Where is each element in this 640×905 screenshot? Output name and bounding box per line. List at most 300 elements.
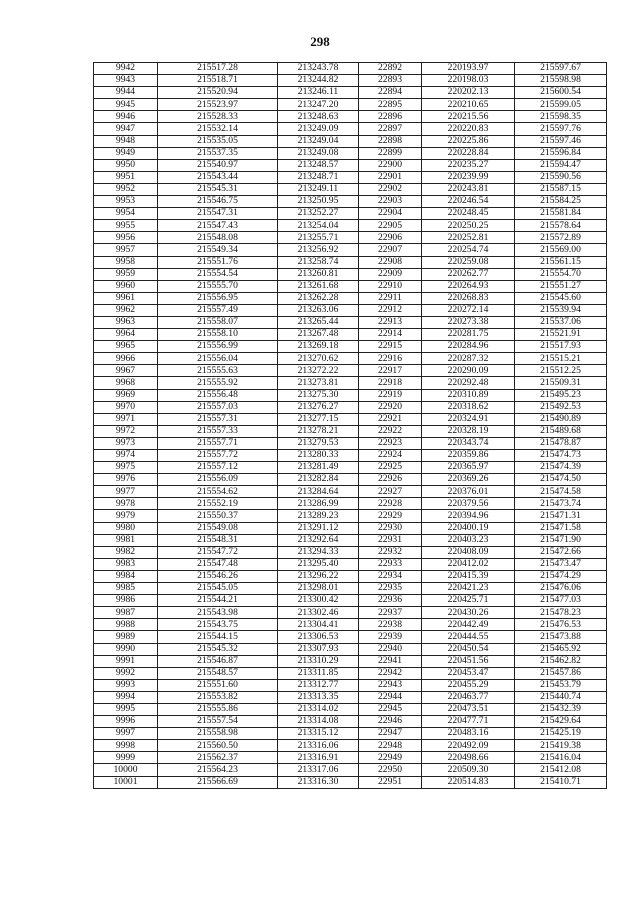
x-coordinate-right: 220444.55 bbox=[422, 631, 515, 643]
table-row bbox=[94, 123, 607, 135]
y-coordinate-right: 215521.91 bbox=[515, 329, 607, 341]
x-coordinate-left: 215556.99 bbox=[158, 341, 278, 353]
x-coordinate-right: 220328.19 bbox=[422, 425, 515, 437]
x-coordinate-left: 215553.82 bbox=[158, 691, 278, 703]
y-coordinate-left: 213315.12 bbox=[278, 728, 359, 740]
x-coordinate-right: 220492.09 bbox=[422, 740, 515, 752]
y-coordinate-left: 213302.46 bbox=[278, 607, 359, 619]
point-id-left: 9949 bbox=[94, 147, 158, 159]
point-id-right: 22928 bbox=[359, 498, 422, 510]
y-coordinate-right: 215478.23 bbox=[515, 607, 607, 619]
x-coordinate-left: 215555.92 bbox=[158, 377, 278, 389]
x-coordinate-left: 215551.76 bbox=[158, 256, 278, 268]
y-coordinate-right: 215597.67 bbox=[515, 63, 607, 75]
point-id-right: 22905 bbox=[359, 220, 422, 232]
point-id-left: 9942 bbox=[94, 63, 158, 75]
y-coordinate-left: 213261.68 bbox=[278, 280, 359, 292]
y-coordinate-left: 213304.41 bbox=[278, 619, 359, 631]
y-coordinate-right: 215600.54 bbox=[515, 87, 607, 99]
point-id-right: 22896 bbox=[359, 111, 422, 123]
x-coordinate-right: 220498.66 bbox=[422, 752, 515, 764]
x-coordinate-left: 215546.87 bbox=[158, 655, 278, 667]
point-id-left: 9992 bbox=[94, 667, 158, 679]
x-coordinate-right: 220252.81 bbox=[422, 232, 515, 244]
table-row bbox=[94, 99, 607, 111]
x-coordinate-right: 220268.83 bbox=[422, 292, 515, 304]
x-coordinate-left: 215518.71 bbox=[158, 75, 278, 87]
point-id-right: 22944 bbox=[359, 691, 422, 703]
point-id-right: 22938 bbox=[359, 619, 422, 631]
y-coordinate-right: 215425.19 bbox=[515, 728, 607, 740]
x-coordinate-right: 220421.23 bbox=[422, 583, 515, 595]
x-coordinate-left: 215557.33 bbox=[158, 425, 278, 437]
y-coordinate-left: 213276.27 bbox=[278, 401, 359, 413]
x-coordinate-left: 215545.31 bbox=[158, 183, 278, 195]
table-row bbox=[94, 389, 607, 401]
table-row bbox=[94, 135, 607, 147]
point-id-left: 9989 bbox=[94, 631, 158, 643]
point-id-left: 9959 bbox=[94, 268, 158, 280]
y-coordinate-right: 215457.86 bbox=[515, 667, 607, 679]
table-row bbox=[94, 631, 607, 643]
x-coordinate-left: 215544.21 bbox=[158, 595, 278, 607]
table-row bbox=[94, 619, 607, 631]
point-id-right: 22936 bbox=[359, 595, 422, 607]
table-row bbox=[94, 776, 607, 788]
x-coordinate-left: 215556.09 bbox=[158, 474, 278, 486]
table-row bbox=[94, 63, 607, 75]
point-id-right: 22918 bbox=[359, 377, 422, 389]
y-coordinate-right: 215495.23 bbox=[515, 389, 607, 401]
y-coordinate-right: 215477.03 bbox=[515, 595, 607, 607]
x-coordinate-right: 220290.09 bbox=[422, 365, 515, 377]
y-coordinate-left: 213246.11 bbox=[278, 87, 359, 99]
y-coordinate-left: 213312.77 bbox=[278, 679, 359, 691]
x-coordinate-right: 220318.62 bbox=[422, 401, 515, 413]
y-coordinate-right: 215474.29 bbox=[515, 570, 607, 582]
table-row bbox=[94, 268, 607, 280]
y-coordinate-right: 215590.56 bbox=[515, 171, 607, 183]
x-coordinate-left: 215557.31 bbox=[158, 413, 278, 425]
point-id-left: 9988 bbox=[94, 619, 158, 631]
y-coordinate-right: 215597.46 bbox=[515, 135, 607, 147]
x-coordinate-right: 220415.39 bbox=[422, 570, 515, 582]
table-row bbox=[94, 450, 607, 462]
point-id-right: 22951 bbox=[359, 776, 422, 788]
x-coordinate-left: 215537.35 bbox=[158, 147, 278, 159]
y-coordinate-left: 213252.27 bbox=[278, 208, 359, 220]
point-id-left: 9998 bbox=[94, 740, 158, 752]
point-id-left: 9976 bbox=[94, 474, 158, 486]
y-coordinate-left: 213284.64 bbox=[278, 486, 359, 498]
table-row bbox=[94, 377, 607, 389]
x-coordinate-right: 220250.25 bbox=[422, 220, 515, 232]
point-id-right: 22915 bbox=[359, 341, 422, 353]
table-row bbox=[94, 196, 607, 208]
point-id-right: 22912 bbox=[359, 304, 422, 316]
x-coordinate-right: 220483.16 bbox=[422, 728, 515, 740]
table-row bbox=[94, 437, 607, 449]
x-coordinate-right: 220376.01 bbox=[422, 486, 515, 498]
y-coordinate-right: 215473.74 bbox=[515, 498, 607, 510]
x-coordinate-left: 215555.70 bbox=[158, 280, 278, 292]
x-coordinate-right: 220228.84 bbox=[422, 147, 515, 159]
table-row bbox=[94, 534, 607, 546]
point-id-right: 22925 bbox=[359, 462, 422, 474]
y-coordinate-right: 215472.66 bbox=[515, 546, 607, 558]
x-coordinate-right: 220235.27 bbox=[422, 159, 515, 171]
point-id-left: 9962 bbox=[94, 304, 158, 316]
y-coordinate-right: 215473.47 bbox=[515, 558, 607, 570]
x-coordinate-left: 215543.75 bbox=[158, 619, 278, 631]
table-row bbox=[94, 256, 607, 268]
table-row bbox=[94, 691, 607, 703]
x-coordinate-right: 220259.08 bbox=[422, 256, 515, 268]
point-id-left: 9979 bbox=[94, 510, 158, 522]
x-coordinate-right: 220379.56 bbox=[422, 498, 515, 510]
x-coordinate-right: 220473.51 bbox=[422, 703, 515, 715]
y-coordinate-left: 213248.71 bbox=[278, 171, 359, 183]
table-row bbox=[94, 87, 607, 99]
y-coordinate-left: 213275.30 bbox=[278, 389, 359, 401]
x-coordinate-left: 215520.94 bbox=[158, 87, 278, 99]
x-coordinate-right: 220202.13 bbox=[422, 87, 515, 99]
y-coordinate-left: 213295.40 bbox=[278, 558, 359, 570]
x-coordinate-right: 220254.74 bbox=[422, 244, 515, 256]
y-coordinate-right: 215596.84 bbox=[515, 147, 607, 159]
point-id-right: 22898 bbox=[359, 135, 422, 147]
x-coordinate-right: 220509.30 bbox=[422, 764, 515, 776]
point-id-left: 9957 bbox=[94, 244, 158, 256]
x-coordinate-left: 215546.26 bbox=[158, 570, 278, 582]
point-id-right: 22906 bbox=[359, 232, 422, 244]
x-coordinate-left: 215557.03 bbox=[158, 401, 278, 413]
point-id-right: 22902 bbox=[359, 183, 422, 195]
y-coordinate-right: 215545.60 bbox=[515, 292, 607, 304]
y-coordinate-left: 213277.15 bbox=[278, 413, 359, 425]
x-coordinate-left: 215543.44 bbox=[158, 171, 278, 183]
x-coordinate-left: 215535.05 bbox=[158, 135, 278, 147]
point-id-right: 22895 bbox=[359, 99, 422, 111]
x-coordinate-left: 215558.10 bbox=[158, 329, 278, 341]
point-id-right: 22903 bbox=[359, 196, 422, 208]
x-coordinate-right: 220324.91 bbox=[422, 413, 515, 425]
x-coordinate-right: 220281.75 bbox=[422, 329, 515, 341]
point-id-left: 9996 bbox=[94, 716, 158, 728]
point-id-left: 9951 bbox=[94, 171, 158, 183]
x-coordinate-left: 215523.97 bbox=[158, 99, 278, 111]
point-id-right: 22934 bbox=[359, 570, 422, 582]
x-coordinate-left: 215547.43 bbox=[158, 220, 278, 232]
y-coordinate-left: 213316.91 bbox=[278, 752, 359, 764]
point-id-right: 22907 bbox=[359, 244, 422, 256]
y-coordinate-right: 215465.92 bbox=[515, 643, 607, 655]
point-id-right: 22917 bbox=[359, 365, 422, 377]
point-id-left: 9954 bbox=[94, 208, 158, 220]
y-coordinate-right: 215471.58 bbox=[515, 522, 607, 534]
table-row bbox=[94, 147, 607, 159]
x-coordinate-left: 215547.31 bbox=[158, 208, 278, 220]
y-coordinate-left: 213260.81 bbox=[278, 268, 359, 280]
point-id-right: 22916 bbox=[359, 353, 422, 365]
x-coordinate-right: 220210.65 bbox=[422, 99, 515, 111]
table-row bbox=[94, 764, 607, 776]
point-id-right: 22914 bbox=[359, 329, 422, 341]
y-coordinate-right: 215539.94 bbox=[515, 304, 607, 316]
coordinates-table bbox=[93, 62, 607, 789]
table-row bbox=[94, 280, 607, 292]
y-coordinate-right: 215598.98 bbox=[515, 75, 607, 87]
table-row bbox=[94, 607, 607, 619]
point-id-left: 9969 bbox=[94, 389, 158, 401]
point-id-left: 9977 bbox=[94, 486, 158, 498]
point-id-right: 22942 bbox=[359, 667, 422, 679]
point-id-right: 22900 bbox=[359, 159, 422, 171]
x-coordinate-left: 215557.12 bbox=[158, 462, 278, 474]
x-coordinate-left: 215557.71 bbox=[158, 437, 278, 449]
table-row bbox=[94, 703, 607, 715]
point-id-left: 9985 bbox=[94, 583, 158, 595]
x-coordinate-left: 215551.60 bbox=[158, 679, 278, 691]
point-id-left: 10000 bbox=[94, 764, 158, 776]
y-coordinate-left: 213267.48 bbox=[278, 329, 359, 341]
y-coordinate-right: 215471.31 bbox=[515, 510, 607, 522]
table-row bbox=[94, 679, 607, 691]
point-id-right: 22892 bbox=[359, 63, 422, 75]
y-coordinate-left: 213249.11 bbox=[278, 183, 359, 195]
point-id-left: 9986 bbox=[94, 595, 158, 607]
table-row bbox=[94, 462, 607, 474]
x-coordinate-right: 220262.77 bbox=[422, 268, 515, 280]
table-row bbox=[94, 353, 607, 365]
x-coordinate-right: 220310.89 bbox=[422, 389, 515, 401]
x-coordinate-left: 215564.23 bbox=[158, 764, 278, 776]
y-coordinate-left: 213262.28 bbox=[278, 292, 359, 304]
y-coordinate-right: 215440.74 bbox=[515, 691, 607, 703]
table-row bbox=[94, 643, 607, 655]
point-id-left: 9995 bbox=[94, 703, 158, 715]
table-row bbox=[94, 522, 607, 534]
point-id-right: 22949 bbox=[359, 752, 422, 764]
point-id-right: 22894 bbox=[359, 87, 422, 99]
x-coordinate-right: 220365.97 bbox=[422, 462, 515, 474]
y-coordinate-left: 213294.33 bbox=[278, 546, 359, 558]
y-coordinate-left: 213248.63 bbox=[278, 111, 359, 123]
y-coordinate-right: 215476.53 bbox=[515, 619, 607, 631]
table-row bbox=[94, 316, 607, 328]
y-coordinate-left: 213269.18 bbox=[278, 341, 359, 353]
x-coordinate-right: 220394.96 bbox=[422, 510, 515, 522]
y-coordinate-right: 215537.06 bbox=[515, 316, 607, 328]
y-coordinate-right: 215599.05 bbox=[515, 99, 607, 111]
y-coordinate-right: 215478.87 bbox=[515, 437, 607, 449]
point-id-left: 9984 bbox=[94, 570, 158, 582]
point-id-left: 9963 bbox=[94, 316, 158, 328]
point-id-right: 22908 bbox=[359, 256, 422, 268]
y-coordinate-left: 213272.22 bbox=[278, 365, 359, 377]
y-coordinate-left: 213307.93 bbox=[278, 643, 359, 655]
y-coordinate-right: 215490.89 bbox=[515, 413, 607, 425]
point-id-right: 22919 bbox=[359, 389, 422, 401]
table-row bbox=[94, 752, 607, 764]
y-coordinate-left: 213270.62 bbox=[278, 353, 359, 365]
point-id-left: 9944 bbox=[94, 87, 158, 99]
point-id-left: 9953 bbox=[94, 196, 158, 208]
y-coordinate-left: 213249.09 bbox=[278, 123, 359, 135]
y-coordinate-left: 213250.95 bbox=[278, 196, 359, 208]
y-coordinate-right: 215462.82 bbox=[515, 655, 607, 667]
point-id-left: 9978 bbox=[94, 498, 158, 510]
x-coordinate-left: 215544.15 bbox=[158, 631, 278, 643]
y-coordinate-left: 213265.44 bbox=[278, 316, 359, 328]
x-coordinate-right: 220442.49 bbox=[422, 619, 515, 631]
table-row bbox=[94, 474, 607, 486]
y-coordinate-left: 213282.84 bbox=[278, 474, 359, 486]
y-coordinate-left: 213248.57 bbox=[278, 159, 359, 171]
point-id-left: 9983 bbox=[94, 558, 158, 570]
point-id-right: 22924 bbox=[359, 450, 422, 462]
table-row bbox=[94, 413, 607, 425]
x-coordinate-left: 215548.08 bbox=[158, 232, 278, 244]
point-id-right: 22911 bbox=[359, 292, 422, 304]
y-coordinate-right: 215429.64 bbox=[515, 716, 607, 728]
point-id-left: 9947 bbox=[94, 123, 158, 135]
point-id-right: 22941 bbox=[359, 655, 422, 667]
y-coordinate-right: 215471.90 bbox=[515, 534, 607, 546]
point-id-left: 9946 bbox=[94, 111, 158, 123]
x-coordinate-left: 215548.31 bbox=[158, 534, 278, 546]
point-id-right: 22931 bbox=[359, 534, 422, 546]
point-id-right: 22920 bbox=[359, 401, 422, 413]
x-coordinate-right: 220215.56 bbox=[422, 111, 515, 123]
point-id-right: 22946 bbox=[359, 716, 422, 728]
x-coordinate-right: 220273.38 bbox=[422, 316, 515, 328]
y-coordinate-left: 213316.30 bbox=[278, 776, 359, 788]
y-coordinate-right: 215474.58 bbox=[515, 486, 607, 498]
y-coordinate-right: 215412.08 bbox=[515, 764, 607, 776]
table-row bbox=[94, 716, 607, 728]
point-id-right: 22932 bbox=[359, 546, 422, 558]
table-row bbox=[94, 171, 607, 183]
coordinates-table-body bbox=[94, 63, 607, 789]
x-coordinate-left: 215556.48 bbox=[158, 389, 278, 401]
point-id-right: 22904 bbox=[359, 208, 422, 220]
x-coordinate-right: 220220.83 bbox=[422, 123, 515, 135]
table-row bbox=[94, 220, 607, 232]
table-row bbox=[94, 365, 607, 377]
y-coordinate-left: 213255.71 bbox=[278, 232, 359, 244]
y-coordinate-left: 213289.23 bbox=[278, 510, 359, 522]
y-coordinate-left: 213300.42 bbox=[278, 595, 359, 607]
x-coordinate-left: 215556.95 bbox=[158, 292, 278, 304]
x-coordinate-left: 215558.98 bbox=[158, 728, 278, 740]
point-id-left: 9943 bbox=[94, 75, 158, 87]
point-id-left: 9987 bbox=[94, 607, 158, 619]
point-id-left: 9965 bbox=[94, 341, 158, 353]
x-coordinate-right: 220264.93 bbox=[422, 280, 515, 292]
point-id-right: 22939 bbox=[359, 631, 422, 643]
point-id-left: 9961 bbox=[94, 292, 158, 304]
y-coordinate-left: 213263.06 bbox=[278, 304, 359, 316]
y-coordinate-right: 215554.70 bbox=[515, 268, 607, 280]
y-coordinate-left: 213314.02 bbox=[278, 703, 359, 715]
y-coordinate-left: 213249.08 bbox=[278, 147, 359, 159]
x-coordinate-right: 220400.19 bbox=[422, 522, 515, 534]
y-coordinate-right: 215597.76 bbox=[515, 123, 607, 135]
y-coordinate-right: 215476.06 bbox=[515, 583, 607, 595]
y-coordinate-right: 215561.15 bbox=[515, 256, 607, 268]
table-row bbox=[94, 583, 607, 595]
x-coordinate-right: 220463.77 bbox=[422, 691, 515, 703]
point-id-right: 22901 bbox=[359, 171, 422, 183]
x-coordinate-left: 215554.54 bbox=[158, 268, 278, 280]
table-row bbox=[94, 401, 607, 413]
y-coordinate-left: 213273.81 bbox=[278, 377, 359, 389]
x-coordinate-right: 220451.56 bbox=[422, 655, 515, 667]
point-id-right: 22935 bbox=[359, 583, 422, 595]
y-coordinate-left: 213298.01 bbox=[278, 583, 359, 595]
table-row bbox=[94, 546, 607, 558]
y-coordinate-right: 215572.89 bbox=[515, 232, 607, 244]
x-coordinate-left: 215554.62 bbox=[158, 486, 278, 498]
table-row bbox=[94, 244, 607, 256]
table-row bbox=[94, 498, 607, 510]
point-id-right: 22897 bbox=[359, 123, 422, 135]
x-coordinate-right: 220239.99 bbox=[422, 171, 515, 183]
point-id-right: 22909 bbox=[359, 268, 422, 280]
point-id-right: 22921 bbox=[359, 413, 422, 425]
x-coordinate-right: 220287.32 bbox=[422, 353, 515, 365]
point-id-left: 9973 bbox=[94, 437, 158, 449]
x-coordinate-right: 220284.96 bbox=[422, 341, 515, 353]
point-id-right: 22947 bbox=[359, 728, 422, 740]
x-coordinate-left: 215549.34 bbox=[158, 244, 278, 256]
table-row bbox=[94, 75, 607, 87]
x-coordinate-left: 215547.72 bbox=[158, 546, 278, 558]
x-coordinate-left: 215557.49 bbox=[158, 304, 278, 316]
y-coordinate-left: 213311.85 bbox=[278, 667, 359, 679]
table-row bbox=[94, 728, 607, 740]
x-coordinate-left: 215552.19 bbox=[158, 498, 278, 510]
point-id-right: 22913 bbox=[359, 316, 422, 328]
y-coordinate-right: 215512.25 bbox=[515, 365, 607, 377]
point-id-left: 9980 bbox=[94, 522, 158, 534]
point-id-right: 22923 bbox=[359, 437, 422, 449]
table-row bbox=[94, 486, 607, 498]
point-id-left: 9956 bbox=[94, 232, 158, 244]
table-row bbox=[94, 425, 607, 437]
point-id-left: 9981 bbox=[94, 534, 158, 546]
x-coordinate-left: 215556.04 bbox=[158, 353, 278, 365]
x-coordinate-right: 220343.74 bbox=[422, 437, 515, 449]
x-coordinate-left: 215560.50 bbox=[158, 740, 278, 752]
point-id-right: 22948 bbox=[359, 740, 422, 752]
y-coordinate-right: 215587.15 bbox=[515, 183, 607, 195]
x-coordinate-left: 215566.69 bbox=[158, 776, 278, 788]
x-coordinate-left: 215545.32 bbox=[158, 643, 278, 655]
point-id-left: 9950 bbox=[94, 159, 158, 171]
y-coordinate-left: 213306.53 bbox=[278, 631, 359, 643]
point-id-left: 9971 bbox=[94, 413, 158, 425]
point-id-right: 22930 bbox=[359, 522, 422, 534]
point-id-left: 9990 bbox=[94, 643, 158, 655]
x-coordinate-right: 220430.26 bbox=[422, 607, 515, 619]
y-coordinate-left: 213256.92 bbox=[278, 244, 359, 256]
x-coordinate-right: 220455.29 bbox=[422, 679, 515, 691]
point-id-left: 9958 bbox=[94, 256, 158, 268]
point-id-left: 9974 bbox=[94, 450, 158, 462]
point-id-left: 9968 bbox=[94, 377, 158, 389]
